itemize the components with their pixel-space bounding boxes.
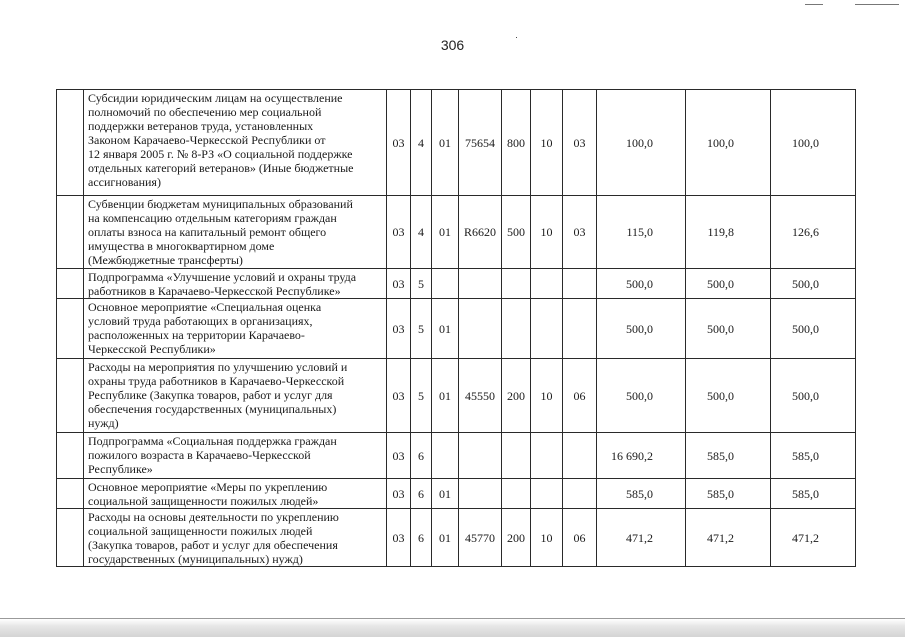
code-cell-c7: 06 — [563, 359, 597, 433]
table-row — [57, 479, 856, 509]
code-cell-c5: 200 — [502, 359, 531, 433]
amount-cell-y1: 585,0 — [597, 479, 686, 509]
code-cell-c3: 01 — [432, 299, 459, 359]
amount-cell-y2: 500,0 — [686, 299, 771, 359]
amount-cell-y1: 500,0 — [597, 359, 686, 433]
description-line: Расходы на основы деятельности по укреплению — [88, 510, 339, 524]
code-cell-c3: 01 — [432, 509, 459, 567]
code-cell-c3: 01 — [432, 479, 459, 509]
amount-cell-y3: 500,0 — [771, 269, 856, 299]
description-line: пожилого возраста в Карачаево-Черкесской — [88, 448, 311, 462]
amount-cell-y1: 471,2 — [597, 509, 686, 567]
code-cell-c2: 5 — [411, 359, 432, 433]
code-cell-c4: 75654 — [459, 90, 502, 196]
description-line: Расходы на мероприятия по улучшению условий и — [88, 360, 348, 374]
amount-cell-y3: 100,0 — [771, 90, 856, 196]
code-cell-c2: 5 — [411, 299, 432, 359]
code-cell-c5 — [502, 299, 531, 359]
description-line: условий труда работающих в организациях, — [88, 314, 313, 328]
scan-bottom-edge — [0, 618, 905, 637]
code-cell-c7: 06 — [563, 509, 597, 567]
amount-cell-y2: 119,8 — [686, 196, 771, 269]
code-cell-c6 — [531, 269, 563, 299]
code-cell-c2: 6 — [411, 479, 432, 509]
amount-cell-y2: 100,0 — [686, 90, 771, 196]
amount-cell-y2: 471,2 — [686, 509, 771, 567]
code-cell-c1: 03 — [387, 359, 411, 433]
description-line: Основное мероприятие «Меры по укреплению — [88, 480, 328, 494]
description-line: Законом Карачаево-Черкесской Республики от — [88, 133, 326, 147]
code-cell-c5: 500 — [502, 196, 531, 269]
code-cell-c7 — [563, 269, 597, 299]
row-number-cell — [57, 196, 84, 269]
code-cell-c4 — [459, 479, 502, 509]
code-cell-c7: 03 — [563, 90, 597, 196]
description-line: Республике (Закупка товаров, работ и услуг для — [88, 388, 333, 402]
amount-cell-y1: 500,0 — [597, 299, 686, 359]
row-description — [84, 479, 387, 509]
code-cell-c7: 03 — [563, 196, 597, 269]
description-line: расположенных на территории Карачаево- — [88, 328, 305, 342]
amount-cell-y1: 100,0 — [597, 90, 686, 196]
row-description — [84, 359, 387, 433]
description-line: Подпрограмма «Социальная поддержка граждан — [88, 434, 337, 448]
description-line: отдельных категорий ветеранов» (Иные бюджетные — [88, 161, 354, 175]
code-cell-c6: 10 — [531, 90, 563, 196]
description-line: Субсидии юридическим лицам на осуществление — [88, 91, 343, 105]
description-line: социальной защищенности пожилых людей» — [88, 494, 319, 508]
row-description — [84, 433, 387, 479]
table-row — [57, 359, 856, 433]
code-cell-c3 — [432, 433, 459, 479]
description-line: Субвенции бюджетам муниципальных образований — [88, 197, 353, 211]
code-cell-c5 — [502, 433, 531, 479]
description-line: Подпрограмма «Улучшение условий и охраны труда — [88, 270, 357, 284]
description-line: на компенсацию отдельным категориям граждан — [88, 211, 337, 225]
code-cell-c7 — [563, 299, 597, 359]
code-cell-c2: 6 — [411, 509, 432, 567]
table-row — [57, 269, 856, 299]
page-number: 306 — [440, 37, 465, 53]
description-line: полномочий по обеспечению мер социальной — [88, 105, 322, 119]
amount-cell-y3: 126,6 — [771, 196, 856, 269]
code-cell-c1: 03 — [387, 479, 411, 509]
scan-artifact — [855, 4, 899, 5]
row-number-cell — [57, 509, 84, 567]
code-cell-c3: 01 — [432, 359, 459, 433]
code-cell-c1: 03 — [387, 196, 411, 269]
row-description — [84, 509, 387, 567]
description-line: обеспечения государственных (муниципальных) — [88, 402, 337, 416]
description-line: ассигнования) — [88, 175, 161, 189]
code-cell-c3: 01 — [432, 90, 459, 196]
amount-cell-y2: 500,0 — [686, 359, 771, 433]
amount-cell-y1: 16 690,2 — [597, 433, 686, 479]
description-line: социальной защищенности пожилых людей — [88, 524, 313, 538]
code-cell-c1: 03 — [387, 90, 411, 196]
amount-cell-y2: 585,0 — [686, 479, 771, 509]
amount-cell-y3: 585,0 — [771, 479, 856, 509]
description-line: Основное мероприятие «Специальная оценка — [88, 300, 322, 314]
description-line: имущества в многоквартирном доме — [88, 239, 275, 253]
code-cell-c6 — [531, 433, 563, 479]
amount-cell-y1: 500,0 — [597, 269, 686, 299]
code-cell-c5 — [502, 269, 531, 299]
code-cell-c5: 200 — [502, 509, 531, 567]
table-row — [57, 90, 856, 196]
code-cell-c6: 10 — [531, 359, 563, 433]
table-row — [57, 433, 856, 479]
code-cell-c6: 10 — [531, 509, 563, 567]
description-line: Черкесской Республики» — [88, 342, 216, 356]
row-number-cell — [57, 269, 84, 299]
row-description — [84, 269, 387, 299]
row-number-cell — [57, 359, 84, 433]
amount-cell-y3: 500,0 — [771, 299, 856, 359]
code-cell-c3: 01 — [432, 196, 459, 269]
description-line: государственных (муниципальных) нужд) — [88, 552, 303, 566]
amount-cell-y2: 500,0 — [686, 269, 771, 299]
table-row — [57, 196, 856, 269]
code-cell-c6 — [531, 299, 563, 359]
amount-cell-y2: 585,0 — [686, 433, 771, 479]
code-cell-c5: 800 — [502, 90, 531, 196]
description-line: (Закупка товаров, работ и услуг для обеспечения — [88, 538, 338, 552]
code-cell-c2: 6 — [411, 433, 432, 479]
code-cell-c7 — [563, 479, 597, 509]
amount-cell-y3: 471,2 — [771, 509, 856, 567]
code-cell-c2: 4 — [411, 90, 432, 196]
code-cell-c5 — [502, 479, 531, 509]
budget-table — [56, 89, 856, 567]
code-cell-c1: 03 — [387, 269, 411, 299]
code-cell-c1: 03 — [387, 509, 411, 567]
code-cell-c6 — [531, 479, 563, 509]
description-line: работников в Карачаево-Черкесской Республике» — [88, 284, 341, 298]
code-cell-c1: 03 — [387, 299, 411, 359]
code-cell-c4 — [459, 299, 502, 359]
row-number-cell — [57, 433, 84, 479]
row-description — [84, 196, 387, 269]
amount-cell-y3: 585,0 — [771, 433, 856, 479]
description-line: оплаты взноса на капитальный ремонт общего — [88, 225, 327, 239]
code-cell-c2: 5 — [411, 269, 432, 299]
code-cell-c3 — [432, 269, 459, 299]
code-cell-c4: R6620 — [459, 196, 502, 269]
row-description — [84, 299, 387, 359]
amount-cell-y3: 500,0 — [771, 359, 856, 433]
code-cell-c4: 45550 — [459, 359, 502, 433]
description-line: поддержки ветеранов труда, установленных — [88, 119, 314, 133]
scan-artifact — [805, 4, 823, 5]
row-number-cell — [57, 479, 84, 509]
code-cell-c1: 03 — [387, 433, 411, 479]
code-cell-c2: 4 — [411, 196, 432, 269]
row-description — [84, 90, 387, 196]
code-cell-c4 — [459, 269, 502, 299]
description-line: (Межбюджетные трансферты) — [88, 253, 243, 267]
description-line: охраны труда работников в Карачаево-Черкесской — [88, 374, 345, 388]
table-row — [57, 299, 856, 359]
table-row — [57, 509, 856, 567]
code-cell-c4: 45770 — [459, 509, 502, 567]
description-line: 12 января 2005 г. № 8-РЗ «О социальной поддержке — [88, 147, 353, 161]
code-cell-c6: 10 — [531, 196, 563, 269]
description-line: Республике» — [88, 462, 153, 476]
row-number-cell — [57, 90, 84, 196]
code-cell-c4 — [459, 433, 502, 479]
amount-cell-y1: 115,0 — [597, 196, 686, 269]
description-line: нужд) — [88, 416, 119, 430]
code-cell-c7 — [563, 433, 597, 479]
row-number-cell — [57, 299, 84, 359]
